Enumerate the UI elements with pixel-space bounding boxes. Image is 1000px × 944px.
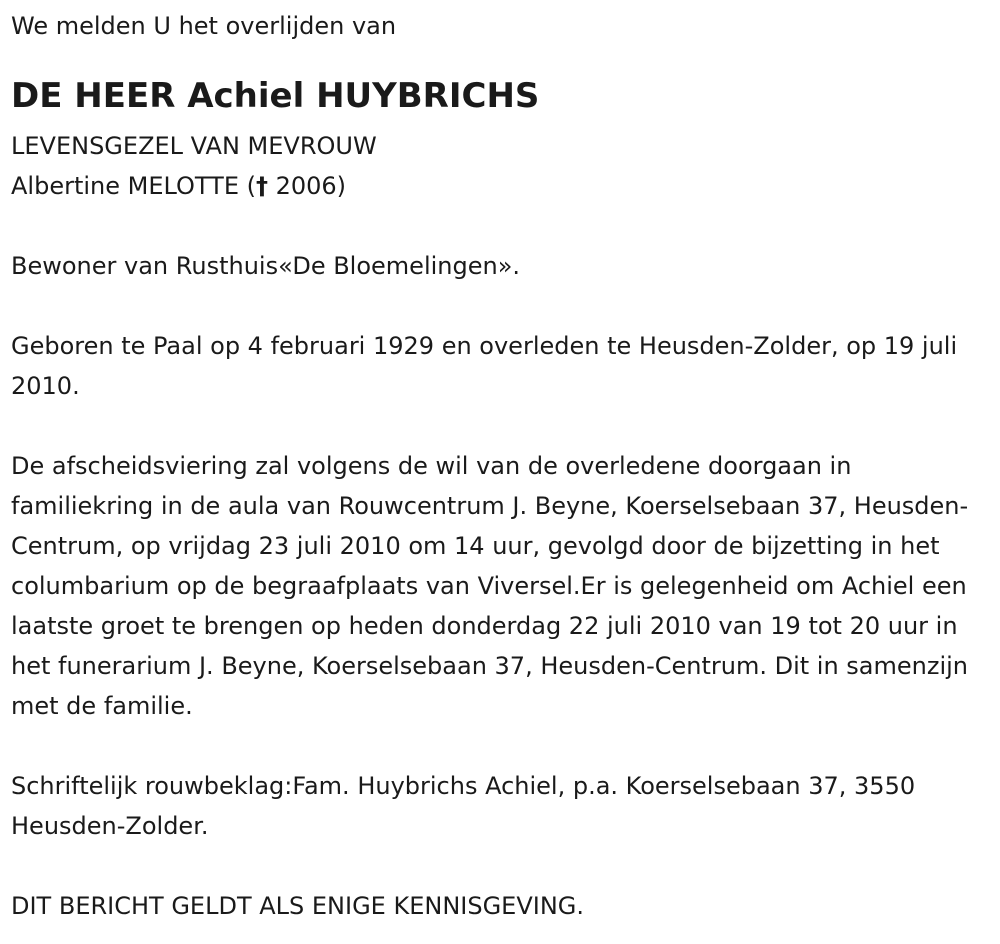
cross-icon: † [255, 172, 268, 200]
ceremony-text: De afscheidsviering zal volgens de wil van de overledene doorgaan in familiekring in de aula van Rouwcentrum J. Beyne, Koerselsebaan 37, Heusden-Centrum, op vrijdag 23 juli 2010 om 14 uur, gevolgd door de bijzetting in het columbarium op de begraafplaats van Viversel.Er is gelegenheid om Achiel een laatste groet te brengen op heden donderdag 22 juli 2010 van 19 tot 20 uur in het funerarium J. Beyne, Koerselsebaan 37, Heusden-Centrum. Dit in samenzijn met de familie. [11, 452, 969, 720]
intro-text: We melden U het overlijden van [11, 12, 397, 40]
closing-text: DIT BERICHT GELDT ALS ENIGE KENNISGEVING. [11, 892, 585, 920]
relation-line-2 [11, 166, 976, 206]
spacer [11, 206, 1000, 246]
spacer [11, 726, 1000, 766]
condolences-text: Schriftelijk rouwbeklag:Fam. Huybrichs Achiel, p.a. Koerselsebaan 37, 3550 Heusden-Zolder. [11, 772, 916, 840]
spacer [11, 406, 1000, 446]
birth-death-text: Geboren te Paal op 4 februari 1929 en overleden te Heusden-Zolder, op 19 juli 2010. [11, 332, 958, 400]
partner-name: Albertine MELOTTE ( [11, 172, 256, 200]
deceased-name: DE HEER Achiel HUYBRICHS [11, 76, 540, 116]
spacer [11, 846, 1000, 886]
relation-line-1: LEVENSGEZEL VAN MEVROUW [11, 132, 377, 160]
partner-death-year: 2006) [267, 172, 347, 200]
residence-text: Bewoner van Rusthuis«De Bloemelingen». [11, 252, 521, 280]
spacer [11, 286, 1000, 326]
